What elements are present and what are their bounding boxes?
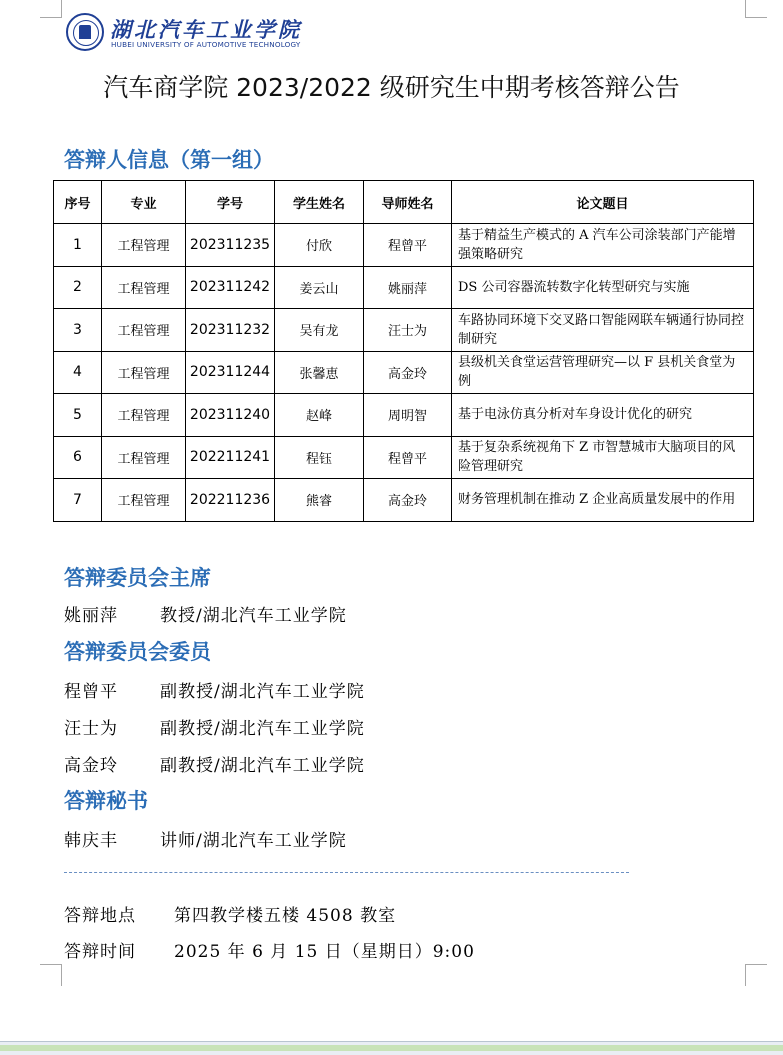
member-entry bbox=[64, 751, 365, 776]
row-student-id: 202311235 bbox=[186, 224, 275, 267]
table-row bbox=[54, 309, 754, 352]
university-logo bbox=[66, 13, 302, 53]
row-index: 2 bbox=[54, 266, 102, 309]
row-student-name: 付欣 bbox=[275, 224, 364, 267]
row-major: 工程管理 bbox=[102, 351, 186, 394]
row-student-id: 202311232 bbox=[186, 309, 275, 352]
member-entry bbox=[64, 677, 365, 702]
row-major: 工程管理 bbox=[102, 436, 186, 479]
row-student-name: 熊睿 bbox=[275, 479, 364, 522]
table-row bbox=[54, 266, 754, 309]
crop-mark-top-right bbox=[745, 0, 767, 18]
candidate-table bbox=[53, 180, 754, 522]
table-header-row bbox=[54, 181, 754, 224]
row-index: 6 bbox=[54, 436, 102, 479]
row-student-id: 202211236 bbox=[186, 479, 275, 522]
secretary-title: 讲师/湖北汽车工业学院 bbox=[160, 831, 347, 851]
row-thesis-title: 车路协同环境下交叉路口智能网联车辆通行协同控制研究 bbox=[452, 309, 754, 352]
row-major: 工程管理 bbox=[102, 224, 186, 267]
row-major: 工程管理 bbox=[102, 309, 186, 352]
row-student-id: 202311242 bbox=[186, 266, 275, 309]
row-advisor-name: 程曾平 bbox=[364, 436, 452, 479]
row-student-id: 202311244 bbox=[186, 351, 275, 394]
row-advisor-name: 姚丽萍 bbox=[364, 266, 452, 309]
header-student-name: 学生姓名 bbox=[275, 181, 364, 224]
member-title: 副教授/湖北汽车工业学院 bbox=[160, 682, 365, 702]
row-thesis-title: DS 公司容器流转数字化转型研究与实施 bbox=[452, 266, 754, 309]
chair-entry bbox=[64, 601, 347, 626]
member-name: 汪士为 bbox=[64, 719, 118, 739]
header-thesis-title: 论文题目 bbox=[452, 181, 754, 224]
crop-mark-bottom-right bbox=[745, 964, 767, 986]
row-major: 工程管理 bbox=[102, 479, 186, 522]
crop-mark-bottom-left bbox=[40, 964, 62, 986]
logo-english-name: HUBEI UNIVERSITY OF AUTOMOTIVE TECHNOLOGY bbox=[111, 40, 301, 49]
row-student-id: 202311240 bbox=[186, 394, 275, 437]
member-title: 副教授/湖北汽车工业学院 bbox=[160, 719, 365, 739]
divider bbox=[64, 872, 629, 873]
time-value: 2025 年 6 月 15 日（星期日）9:00 bbox=[174, 942, 475, 962]
secretary-heading: 答辩秘书 bbox=[64, 789, 148, 813]
row-advisor-name: 汪士为 bbox=[364, 309, 452, 352]
logo-chinese-name: 湖北汽车工业学院 bbox=[110, 18, 302, 42]
row-index: 1 bbox=[54, 224, 102, 267]
member-entry bbox=[64, 714, 365, 739]
row-student-name: 吴有龙 bbox=[275, 309, 364, 352]
row-student-name: 赵峰 bbox=[275, 394, 364, 437]
chair-name: 姚丽萍 bbox=[64, 606, 118, 626]
row-major: 工程管理 bbox=[102, 394, 186, 437]
header-index: 序号 bbox=[54, 181, 102, 224]
row-thesis-title: 基于电泳仿真分析对车身设计优化的研究 bbox=[452, 394, 754, 437]
table-row bbox=[54, 436, 754, 479]
row-index: 5 bbox=[54, 394, 102, 437]
row-thesis-title: 财务管理机制在推动 Z 企业高质量发展中的作用 bbox=[452, 479, 754, 522]
row-student-name: 张馨恵 bbox=[275, 351, 364, 394]
location-line bbox=[64, 901, 396, 926]
row-advisor-name: 高金玲 bbox=[364, 479, 452, 522]
row-advisor-name: 周明智 bbox=[364, 394, 452, 437]
row-thesis-title: 基于精益生产模式的 A 汽车公司涂装部门产能增强策略研究 bbox=[452, 224, 754, 267]
members-heading: 答辩委员会委员 bbox=[64, 640, 211, 664]
university-seal-icon bbox=[66, 13, 104, 51]
row-advisor-name: 程曾平 bbox=[364, 224, 452, 267]
time-label: 答辩时间 bbox=[64, 942, 136, 962]
chair-title: 教授/湖北汽车工业学院 bbox=[160, 606, 347, 626]
member-name: 高金玲 bbox=[64, 756, 118, 776]
table-row bbox=[54, 479, 754, 522]
member-name: 程曾平 bbox=[64, 682, 118, 702]
row-index: 3 bbox=[54, 309, 102, 352]
row-index: 7 bbox=[54, 479, 102, 522]
window-bottom-bar bbox=[0, 1041, 783, 1055]
secretary-entry bbox=[64, 826, 347, 851]
crop-mark-top-left bbox=[40, 0, 62, 18]
row-index: 4 bbox=[54, 351, 102, 394]
row-thesis-title: 县级机关食堂运营管理研究—以 F 县机关食堂为例 bbox=[452, 351, 754, 394]
header-advisor-name: 导师姓名 bbox=[364, 181, 452, 224]
location-label: 答辩地点 bbox=[64, 906, 136, 926]
info-section-heading: 答辩人信息（第一组） bbox=[64, 148, 274, 172]
row-thesis-title: 基于复杂系统视角下 Z 市智慧城市大脑项目的风险管理研究 bbox=[452, 436, 754, 479]
row-student-name: 姜云山 bbox=[275, 266, 364, 309]
time-line bbox=[64, 937, 475, 962]
secretary-name: 韩庆丰 bbox=[64, 831, 118, 851]
header-major: 专业 bbox=[102, 181, 186, 224]
page-title: 汽车商学院 2023/2022 级研究生中期考核答辩公告 bbox=[103, 73, 680, 102]
row-major: 工程管理 bbox=[102, 266, 186, 309]
location-value: 第四教学楼五楼 4508 教室 bbox=[174, 906, 397, 926]
chair-heading: 答辩委员会主席 bbox=[64, 566, 211, 590]
header-student-id: 学号 bbox=[186, 181, 275, 224]
row-advisor-name: 高金玲 bbox=[364, 351, 452, 394]
table-row bbox=[54, 224, 754, 267]
member-title: 副教授/湖北汽车工业学院 bbox=[160, 756, 365, 776]
row-student-name: 程钰 bbox=[275, 436, 364, 479]
table-row bbox=[54, 394, 754, 437]
row-student-id: 202211241 bbox=[186, 436, 275, 479]
table-row bbox=[54, 351, 754, 394]
